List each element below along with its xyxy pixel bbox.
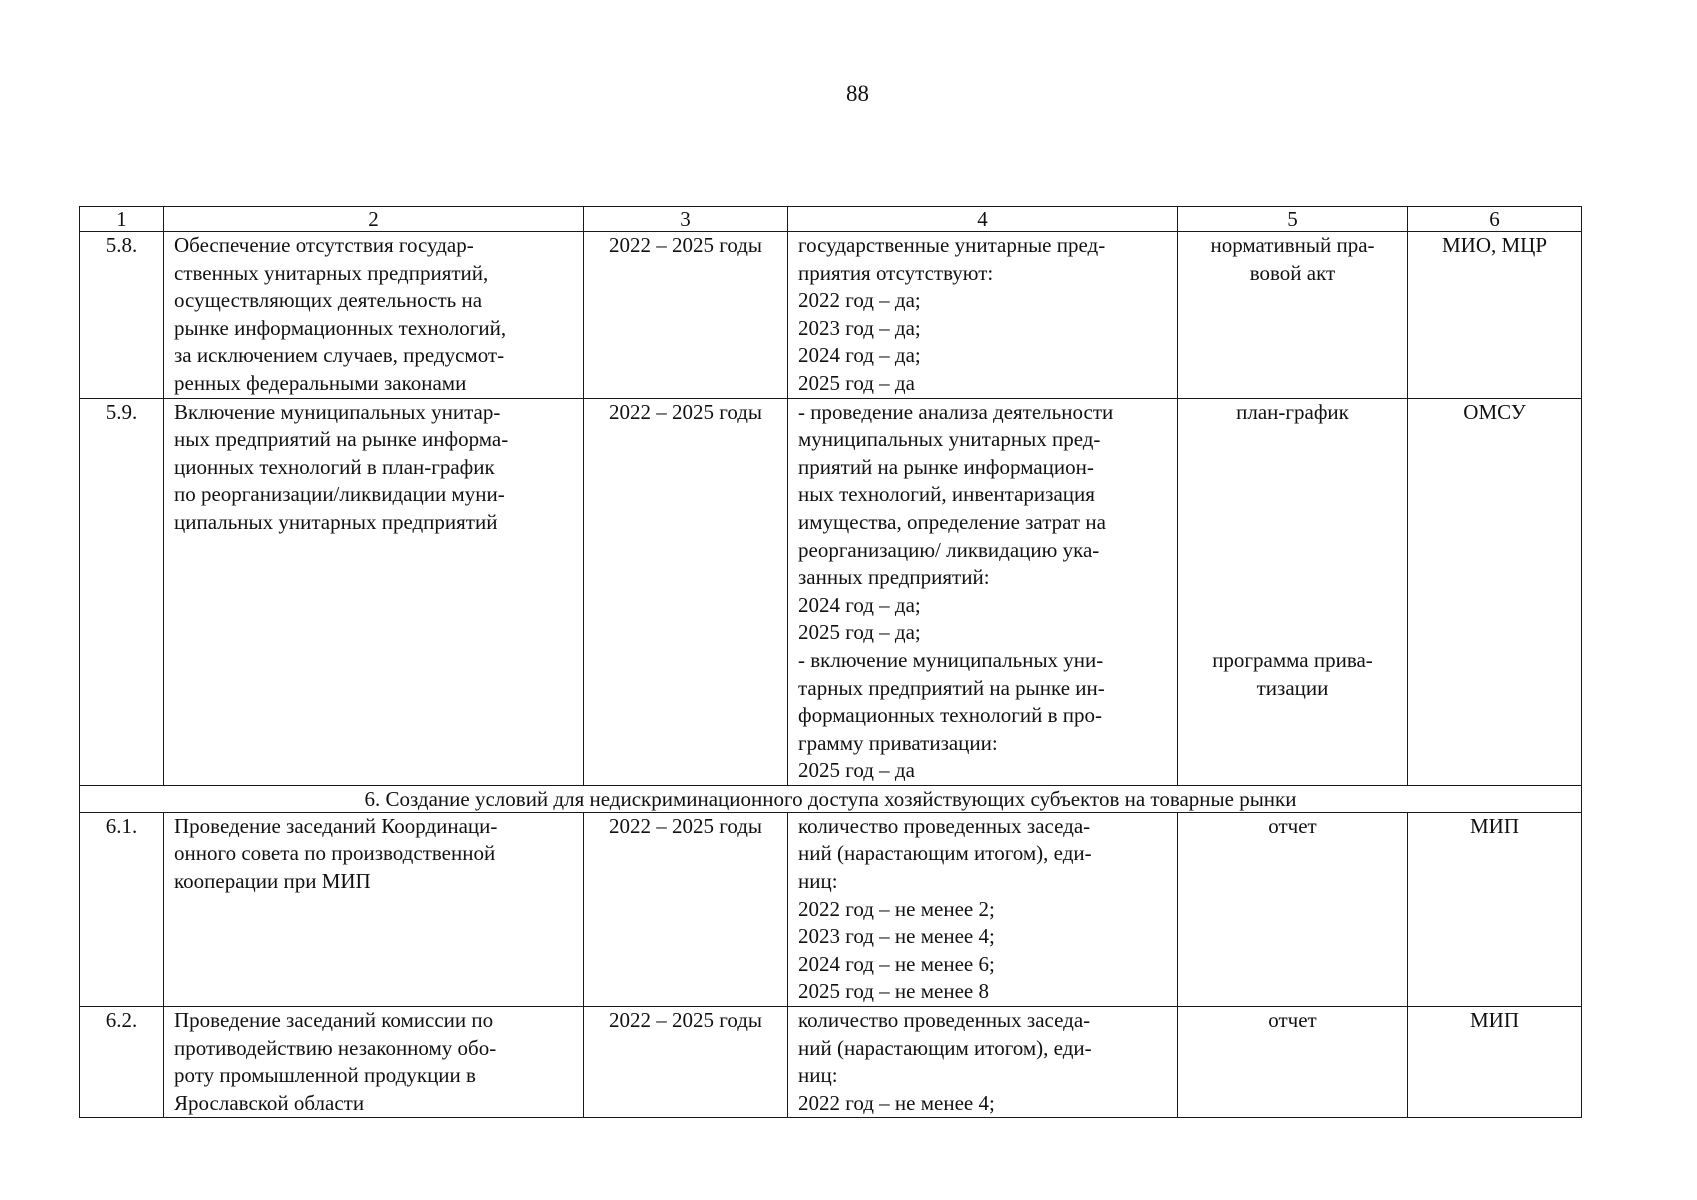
text-line: 2025 год – да;	[798, 620, 921, 645]
text-line: 2024 год – да;	[798, 343, 921, 368]
table-row	[80, 1007, 1582, 1118]
text-line: программа прива-	[1212, 647, 1373, 672]
text-line: Ярославской области	[174, 1090, 365, 1115]
indicator-cell	[788, 1007, 1178, 1118]
column-number: 6	[1408, 207, 1582, 232]
text-line: 2022 год – не менее 2;	[798, 896, 995, 921]
text-line: кооперации при МИП	[174, 869, 371, 894]
text-line: государственные унитарные пред-	[798, 233, 1106, 257]
text-line: Включение муниципальных унитар-	[174, 399, 501, 424]
text-line: ционных технологий в план-график	[174, 454, 495, 479]
period-cell: 2022 – 2025 годы	[584, 1007, 788, 1118]
text-line: рынке информационных технологий,	[174, 315, 507, 340]
text-line: имущества, определение затрат на	[798, 509, 1106, 534]
text-line: 2023 год – да;	[798, 315, 921, 340]
document-cell	[1178, 398, 1408, 785]
text-line: - проведение анализа деятельности	[798, 399, 1114, 424]
event-cell	[164, 232, 584, 399]
row-number: 5.8.	[80, 232, 164, 399]
column-number: 4	[788, 207, 1178, 232]
text-line: 2025 год – да	[798, 758, 915, 783]
row-number: 5.9.	[80, 398, 164, 785]
document-cell: отчет	[1178, 1007, 1408, 1118]
text-line: грамму приватизации:	[798, 730, 998, 755]
text-line: роту промышленной продукции в	[174, 1063, 476, 1088]
text-line: осуществляющих деятельность на	[174, 288, 483, 313]
text-line: вовой акт	[1249, 260, 1336, 285]
text-line: ных предприятий на рынке информа-	[174, 427, 509, 452]
text-line: ний (нарастающим итогом), еди-	[798, 1035, 1092, 1060]
indicator-cell	[788, 398, 1178, 785]
text-line: Обеспечение отсутствия государ-	[174, 233, 474, 257]
text-line: 2025 год – не менее 8	[798, 979, 989, 1004]
column-number: 3	[584, 207, 788, 232]
text-line: ных технологий, инвентаризация	[798, 482, 1095, 507]
text-line: Проведение заседаний комиссии по	[174, 1008, 494, 1033]
text-line: план-график	[1236, 399, 1349, 424]
text-line: 2022 год – да;	[798, 288, 921, 313]
section-title: 6. Создание условий для недискриминационного доступа хозяйствующих субъектов на товарные рынки	[80, 785, 1582, 812]
text-line: за исключением случаев, предусмот-	[174, 343, 505, 368]
text-line: противодействию незаконному обо-	[174, 1035, 497, 1060]
text-line: ниц:	[798, 869, 838, 894]
page-number: 88	[846, 81, 869, 106]
indicator-cell	[788, 812, 1178, 1006]
text-line: тарных предприятий на рынке ин-	[798, 675, 1105, 700]
responsible-cell: МИП	[1408, 812, 1582, 1006]
text-line: ренных федеральными законами	[174, 370, 467, 395]
text-line: 2024 год – не менее 6;	[798, 951, 995, 976]
period-cell: 2022 – 2025 годы	[584, 232, 788, 399]
responsible-cell: МИО, МЦР	[1408, 232, 1582, 399]
text-line: 2024 год – да;	[798, 592, 921, 617]
column-number: 5	[1178, 207, 1408, 232]
event-cell	[164, 1007, 584, 1118]
row-number: 6.1.	[80, 812, 164, 1006]
text-line: 2025 год – да	[798, 370, 915, 395]
event-cell	[164, 812, 584, 1006]
text-line: ниц:	[798, 1063, 838, 1088]
text-line: 2022 год – не менее 4;	[798, 1090, 995, 1115]
document-cell: отчет	[1178, 812, 1408, 1006]
column-number: 2	[164, 207, 584, 232]
text-line: онного совета по производственной	[174, 841, 496, 866]
text-line: количество проведенных заседа-	[798, 1008, 1091, 1033]
text-line: приятия отсутствуют:	[798, 260, 994, 285]
plan-table	[79, 206, 1582, 1118]
text-line: нормативный пра-	[1210, 233, 1375, 257]
responsible-cell: ОМСУ	[1408, 398, 1582, 785]
event-cell	[164, 398, 584, 785]
text-line: - включение муниципальных уни-	[798, 647, 1104, 672]
column-number: 1	[80, 207, 164, 232]
section-row	[80, 785, 1582, 812]
responsible-cell: МИП	[1408, 1007, 1582, 1118]
indicator-cell	[788, 232, 1178, 399]
column-numbers-row	[80, 207, 1582, 232]
text-line: реорганизацию/ ликвидацию ука-	[798, 537, 1100, 562]
text-line: формационных технологий в про-	[798, 703, 1102, 728]
table-row	[80, 232, 1582, 399]
text-line: количество проведенных заседа-	[798, 813, 1091, 838]
table-row	[80, 398, 1582, 785]
period-cell: 2022 – 2025 годы	[584, 812, 788, 1006]
text-line: Проведение заседаний Координаци-	[174, 813, 498, 838]
text-line: по реорганизации/ликвидации муни-	[174, 482, 505, 507]
period-cell: 2022 – 2025 годы	[584, 398, 788, 785]
text-line: ний (нарастающим итогом), еди-	[798, 841, 1092, 866]
text-line: занных предприятий:	[798, 565, 990, 590]
text-line: приятий на рынке информацион-	[798, 454, 1094, 479]
text-line: ственных унитарных предприятий,	[174, 260, 489, 285]
table-row	[80, 812, 1582, 1006]
text-line: ципальных унитарных предприятий	[174, 509, 498, 534]
row-number: 6.2.	[80, 1007, 164, 1118]
document-cell	[1178, 232, 1408, 399]
text-line: муниципальных унитарных пред-	[798, 427, 1101, 452]
text-line: тизации	[1256, 675, 1329, 700]
text-line: 2023 год – не менее 4;	[798, 924, 995, 949]
